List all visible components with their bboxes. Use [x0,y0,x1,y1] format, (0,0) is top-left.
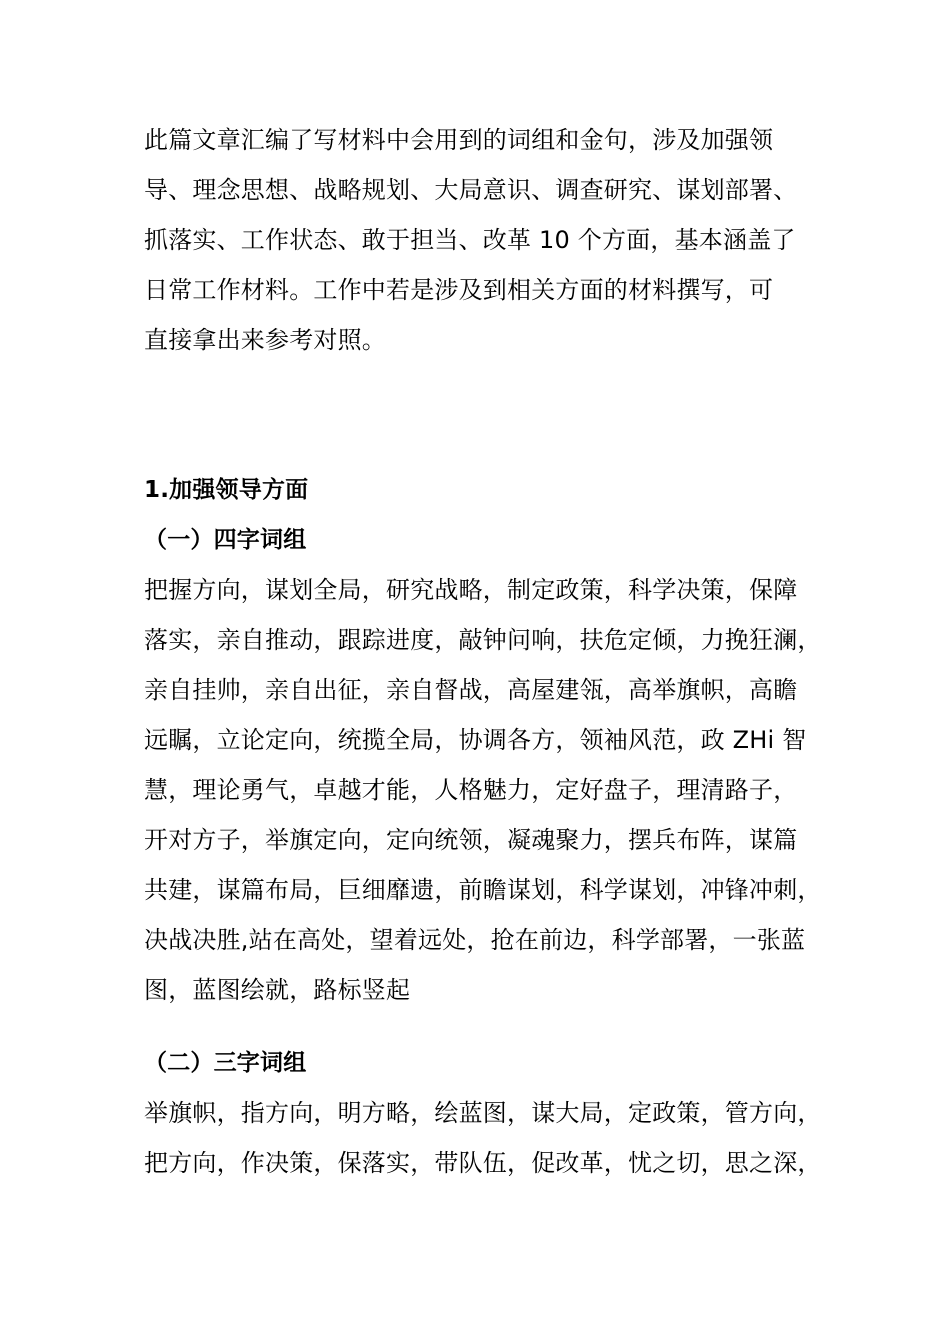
intro-line-4: 日常工作材料。工作中若是涉及到相关方面的材料撰写，可 [144,276,774,304]
body-line: 开对方子，举旗定向，定向统领，凝魂聚力，摆兵布阵，谋篇 [144,826,798,854]
intro-line-5: 直接拿出来参考对照。 [144,326,386,354]
section-title: 1.加强领导方面 [144,477,309,503]
body-line: 决战决胜,站在高处，望着远处，抢在前边，科学部署，一张蓝 [144,926,806,954]
body-line: 举旗帜，指方向，明方略，绘蓝图，谋大局，定政策，管方向， [144,1099,822,1127]
body-line: 共建，谋篇布局，巨细靡遗，前瞻谋划，科学谋划，冲锋冲刺， [144,876,822,904]
body-line: 图，蓝图绘就，路标竖起 [144,976,411,1004]
body-line: 远瞩，立论定向，统揽全局，协调各方，领袖风范，政 ZHi 智 [144,726,807,754]
subsection-title-1: （一）四字词组 [144,527,307,553]
intro-line-2: 导、理念思想、战略规划、大局意识、调查研究、谋划部署、 [144,176,798,204]
body-line: 落实，亲自推动，跟踪进度，敲钟问响，扶危定倾，力挽狂澜， [144,626,822,654]
body-line: 把方向，作决策，保落实，带队伍，促改革，忧之切，思之深， [144,1149,822,1177]
subsection-title-2: （二）三字词组 [144,1050,307,1076]
body-line: 慧，理论勇气，卓越才能，人格魅力，定好盘子，理清路子， [144,776,798,804]
intro-line-3: 抓落实、工作状态、敢于担当、改革 10 个方面，基本涵盖了 [144,226,796,254]
body-line: 亲自挂帅，亲自出征，亲自督战，高屋建瓴，高举旗帜，高瞻 [144,676,798,704]
intro-line-1: 此篇文章汇编了写材料中会用到的词组和金句，涉及加强领 [144,126,774,154]
body-line: 把握方向，谋划全局，研究战略，制定政策，科学决策，保障 [144,576,798,604]
